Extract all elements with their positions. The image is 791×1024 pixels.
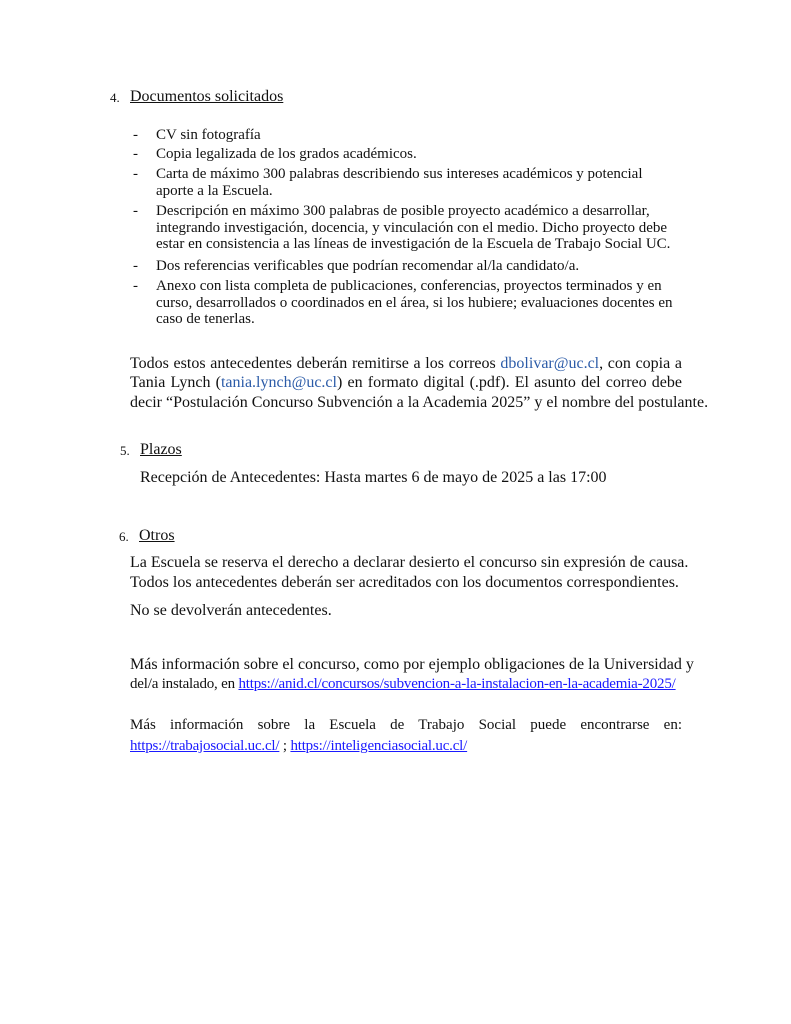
info-line: Más información sobre el concurso, como por ejemplo obligaciones de la Universidad y: [130, 656, 694, 673]
deadline-text: Recepción de Antecedentes: Hasta martes 6 de mayo de 2025 a las 17:00: [140, 469, 607, 486]
inteligenciasocial-link[interactable]: https://inteligenciasocial.uc.cl/: [290, 738, 468, 754]
list-dash: -: [133, 166, 138, 182]
list-dash: -: [133, 258, 138, 274]
others-line: Todos los antecedentes deberán ser acreditados con los documentos correspondientes.: [130, 574, 679, 591]
list-dash: -: [133, 278, 138, 294]
info-line: del/a instalado, en https://anid.cl/concursos/subvencion-a-la-instalacion-en-la-academia-2025/: [130, 676, 676, 692]
list-item: Dos referencias verificables que podrían recomendar al/la candidato/a.: [156, 258, 580, 274]
others-line: No se devolverán antecedentes.: [130, 602, 332, 619]
paragraph-line: decir “Postulación Concurso Subvención a la Academia 2025” y el nombre del postulante.: [130, 394, 709, 411]
list-dash: -: [133, 127, 138, 143]
section-5-title: Plazos: [140, 441, 182, 458]
email-link-dbolivar[interactable]: dbolivar@uc.cl: [500, 355, 600, 372]
paragraph-line: Todos estos antecedentes deberán remitirse a los correos dbolivar@uc.cl, con copia a: [130, 355, 683, 372]
section-5-number: 5.: [120, 443, 130, 458]
section-4-number: 4.: [110, 90, 120, 105]
list-item: Descripción en máximo 300 palabras de posible proyecto académico a desarrollar, integrando investigación, docencia, y vinculación con el medio. Dicho proyecto debe estar en consistencia a las líneas de investigación de la Escuela de Trabajo Social UC.: [156, 203, 671, 252]
paragraph-line: Tania Lynch (tania.lynch@uc.cl) en formato digital (.pdf). El asunto del correo debe: [130, 374, 683, 391]
trabajosocial-link[interactable]: https://trabajosocial.uc.cl/: [130, 738, 280, 754]
anid-link[interactable]: https://anid.cl/concursos/subvencion-a-la-instalacion-en-la-academia-2025/: [238, 676, 676, 692]
info-links-line: https://trabajosocial.uc.cl/ ; https://inteligenciasocial.uc.cl/: [130, 738, 468, 754]
section-6-title: Otros: [139, 527, 175, 544]
section-6-number: 6.: [119, 529, 129, 544]
list-item: Copia legalizada de los grados académicos.: [156, 146, 417, 162]
list-dash: -: [133, 203, 138, 219]
list-item: Anexo con lista completa de publicaciones, conferencias, proyectos terminados y en curso, desarrollados o coordinados en el área, si los hubiere; evaluaciones docentes en caso de tenerlas.: [156, 278, 673, 327]
list-item: CV sin fotografía: [156, 127, 261, 143]
section-4-title: Documentos solicitados: [130, 88, 284, 105]
list-dash: -: [133, 146, 138, 162]
email-link-tania-lynch[interactable]: tania.lynch@uc.cl: [220, 374, 337, 391]
others-line: La Escuela se reserva el derecho a declarar desierto el concurso sin expresión de causa.: [130, 554, 689, 571]
info-line: Más información sobre la Escuela de Trabajo Social puede encontrarse en:: [130, 717, 682, 733]
list-item: Carta de máximo 300 palabras describiendo sus intereses académicos y potencial aporte a la Escuela.: [156, 166, 643, 199]
